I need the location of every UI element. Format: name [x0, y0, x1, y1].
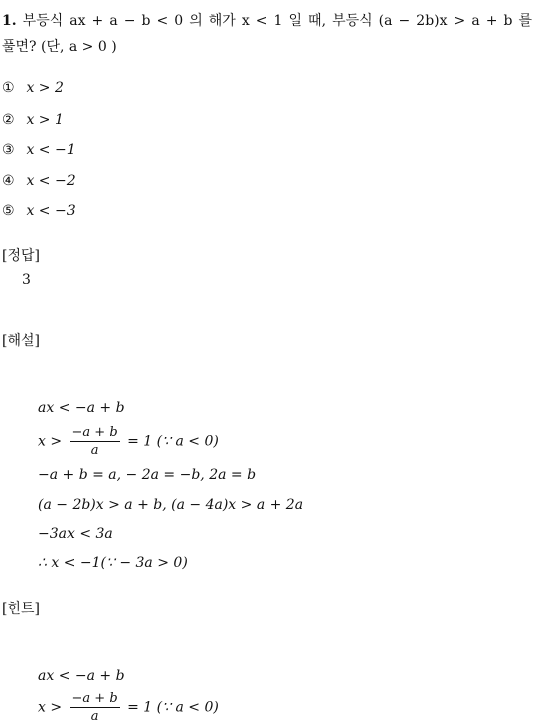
solution-line-2	[38, 424, 219, 459]
solution-header: [해설]	[2, 333, 40, 349]
fraction-numerator: −a + b	[71, 691, 118, 706]
hint-line-2-lhs: x >	[38, 699, 63, 716]
solution-line-2-rhs: = 1 (∵ a < 0)	[127, 433, 219, 450]
hint-line-2	[38, 690, 219, 725]
choice-text: x < −3	[26, 203, 76, 219]
choice-1[interactable]	[2, 80, 64, 96]
question-number: 1.	[2, 13, 17, 29]
choice-3[interactable]	[2, 142, 76, 158]
solution-line-6: ∴ x < −1(∵ − 3a > 0)	[38, 555, 188, 571]
choice-text: x < −2	[26, 173, 76, 189]
hint-line-1: ax < −a + b	[38, 668, 125, 684]
choice-text: x < −1	[26, 142, 76, 158]
choice-symbol: ⑤	[2, 203, 15, 219]
choice-symbol: ①	[2, 80, 15, 96]
hint-fraction	[70, 690, 120, 725]
answer-value: 3	[22, 272, 31, 288]
solution-line-4: (a − 2b)x > a + b, (a − 4a)x > a + 2a	[38, 497, 304, 513]
choice-5[interactable]	[2, 203, 76, 219]
choice-symbol: ④	[2, 173, 15, 189]
choice-4[interactable]	[2, 173, 76, 189]
fraction-denominator: a	[90, 443, 99, 458]
choice-text: x > 1	[26, 112, 64, 128]
solution-line-1: ax < −a + b	[38, 400, 125, 416]
hint-header: [힌트]	[2, 601, 40, 617]
choice-symbol: ③	[2, 142, 15, 158]
solution-line-5: −3ax < 3a	[38, 526, 113, 542]
fraction-denominator: a	[90, 709, 99, 724]
question-text-1: 부등식 ax + a − b < 0 의 해가 x < 1 일 때, 부등식 (a − 2b)x > a + b 를	[22, 13, 533, 29]
choice-text: x > 2	[26, 80, 64, 96]
choice-2[interactable]	[2, 112, 64, 128]
solution-fraction	[70, 424, 120, 459]
answer-header: [정답]	[2, 248, 40, 264]
solution-line-3: −a + b = a, − 2a = −b, 2a = b	[38, 467, 257, 483]
question-line-2: 풀면? (단, a > 0 )	[2, 39, 117, 55]
hint-line-2-rhs: = 1 (∵ a < 0)	[127, 699, 219, 716]
choice-symbol: ②	[2, 112, 15, 128]
question-line-1	[2, 10, 532, 30]
fraction-numerator: −a + b	[71, 425, 118, 440]
solution-line-2-lhs: x >	[38, 433, 63, 450]
